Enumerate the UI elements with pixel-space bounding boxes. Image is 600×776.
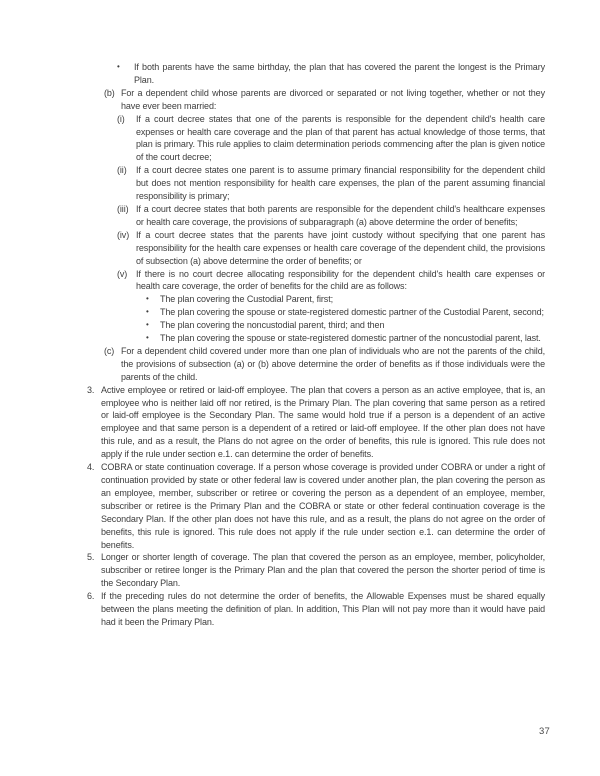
list-item [87,332,545,345]
list-marker: (b) [104,87,115,98]
list-item-text: If a court decree states that one of the parents is responsible for the dependent child's health care expenses or health care coverage and the plan of that parent has actual knowledge of those terms, that plan is primary. This rule applies to claim determination periods commencing after the plan is given notice of the court decree; [136,113,545,163]
list-item [87,319,545,332]
bullet-icon: • [146,307,149,317]
list-item [87,164,545,203]
bullet-icon: • [117,62,120,71]
bullet-icon: • [146,294,149,304]
list-marker: (c) [104,345,115,356]
list-item [87,61,545,87]
list-item-text: Longer or shorter length of coverage. The plan that covered the person as an employee, member, policyholder, subscriber or retiree longer is the Primary Plan and the plan that covered the person the shorter period of time is the Secondary Plan. [101,552,545,589]
list-item [87,590,545,629]
list-item-text: Active employee or retired or laid-off employee. The plan that covers a person as an active employee, that is, an employee who is neither laid off nor retired, is the Primary Plan. The plan covering that same person as a retired or laid-off employee is the Secondary Plan. The same would hold true if a person is a dependent of an active employee and that same person is a dependent of a retired or laid-off employee. If the other plan does not have this rule, and as a result, the Plans do not agree on the order of benefits, this rule is ignored. This rule does not apply if the rule under section e.1. can determine the order of benefits. [101,384,545,460]
list-item [87,229,545,268]
list-item [87,87,545,113]
list-item [87,461,545,551]
list-marker: 5. [87,552,95,563]
list-item [87,345,545,384]
list-item [87,203,545,229]
list-marker: 6. [87,591,95,602]
list-item-text: If a court decree states that the parents have joint custody without specifying that one parent has responsibility for the health care expenses or health care coverage of the dependent child, the provisions of subsection (a) above determine the order of benefits; or [136,229,545,266]
list-item [87,551,545,590]
list-item-text: For a dependent child covered under more than one plan of individuals who are not the parents of the child, the provisions of subsection (a) or (b) above determine the order of benefits as if those individuals were the parents of the child. [121,345,545,382]
list-item-text: If both parents have the same birthday, the plan that has covered the parent the longest is the Primary Plan. [134,62,545,85]
list-item [87,113,545,165]
list-marker: 3. [87,384,95,395]
list-item [87,293,545,306]
list-item-text: COBRA or state continuation coverage. If a person whose coverage is provided under COBRA or under a right of continuation provided by state or other federal law is covered under another plan, the plan covering the person as an employee, member, subscriber or retiree or covering the person as a dependent of an employee, member, subscriber or retiree is the Primary Plan and the COBRA or state or other federal continuation coverage is the Secondary Plan. If the other plan does not have this rule, and as a result, the plans do not agree on the order of benefits, this rule is ignored. This rule does not apply if the rule under section e.1. can determine the order of benefits. [101,462,545,550]
list-marker: (iv) [117,229,130,240]
list-marker: (v) [117,268,128,279]
list-marker: (i) [117,113,125,124]
bullet-icon: • [146,333,149,343]
list-item-text: The plan covering the spouse or state-registered domestic partner of the Custodial Parent, second; [160,307,544,318]
list-item-text: If the preceding rules do not determine the order of benefits, the Allowable Expenses must be shared equally between the plans meeting the definition of plan. In addition, This Plan will not pay more than it would have paid had it been the Primary Plan. [101,591,545,627]
list-item [87,306,545,319]
list-item-text: For a dependent child whose parents are divorced or separated or not living together, whether or not they have ever been married: [121,87,545,111]
list-marker: 4. [87,462,95,473]
list-item-text: The plan covering the spouse or state-registered domestic partner of the noncustodial parent, last. [160,333,541,344]
document-body [87,61,545,629]
list-item-text: If a court decree states that both parents are responsible for the dependent child's healthcare expenses or health care coverage, the provisions of subparagraph (a) above determine the order of benefits; [136,203,545,227]
list-marker: (ii) [117,165,127,176]
list-item [87,268,545,294]
page-number: 37 [539,726,550,737]
list-item [87,384,545,461]
list-item-text: If there is no court decree allocating responsibility for the dependent child's health care expenses or health care coverage, the order of benefits for the child are as follows: [136,268,545,292]
list-item-text: The plan covering the Custodial Parent, first; [160,294,333,305]
list-item-text: If a court decree states one parent is to assume primary financial responsibility for the dependent child but does not mention responsibility for health care expenses, the plan of the parent assuming financial responsibility is primary; [136,165,545,202]
bullet-icon: • [146,320,149,330]
list-item-text: The plan covering the noncustodial parent, third; and then [160,320,385,331]
list-marker: (iii) [117,203,129,214]
